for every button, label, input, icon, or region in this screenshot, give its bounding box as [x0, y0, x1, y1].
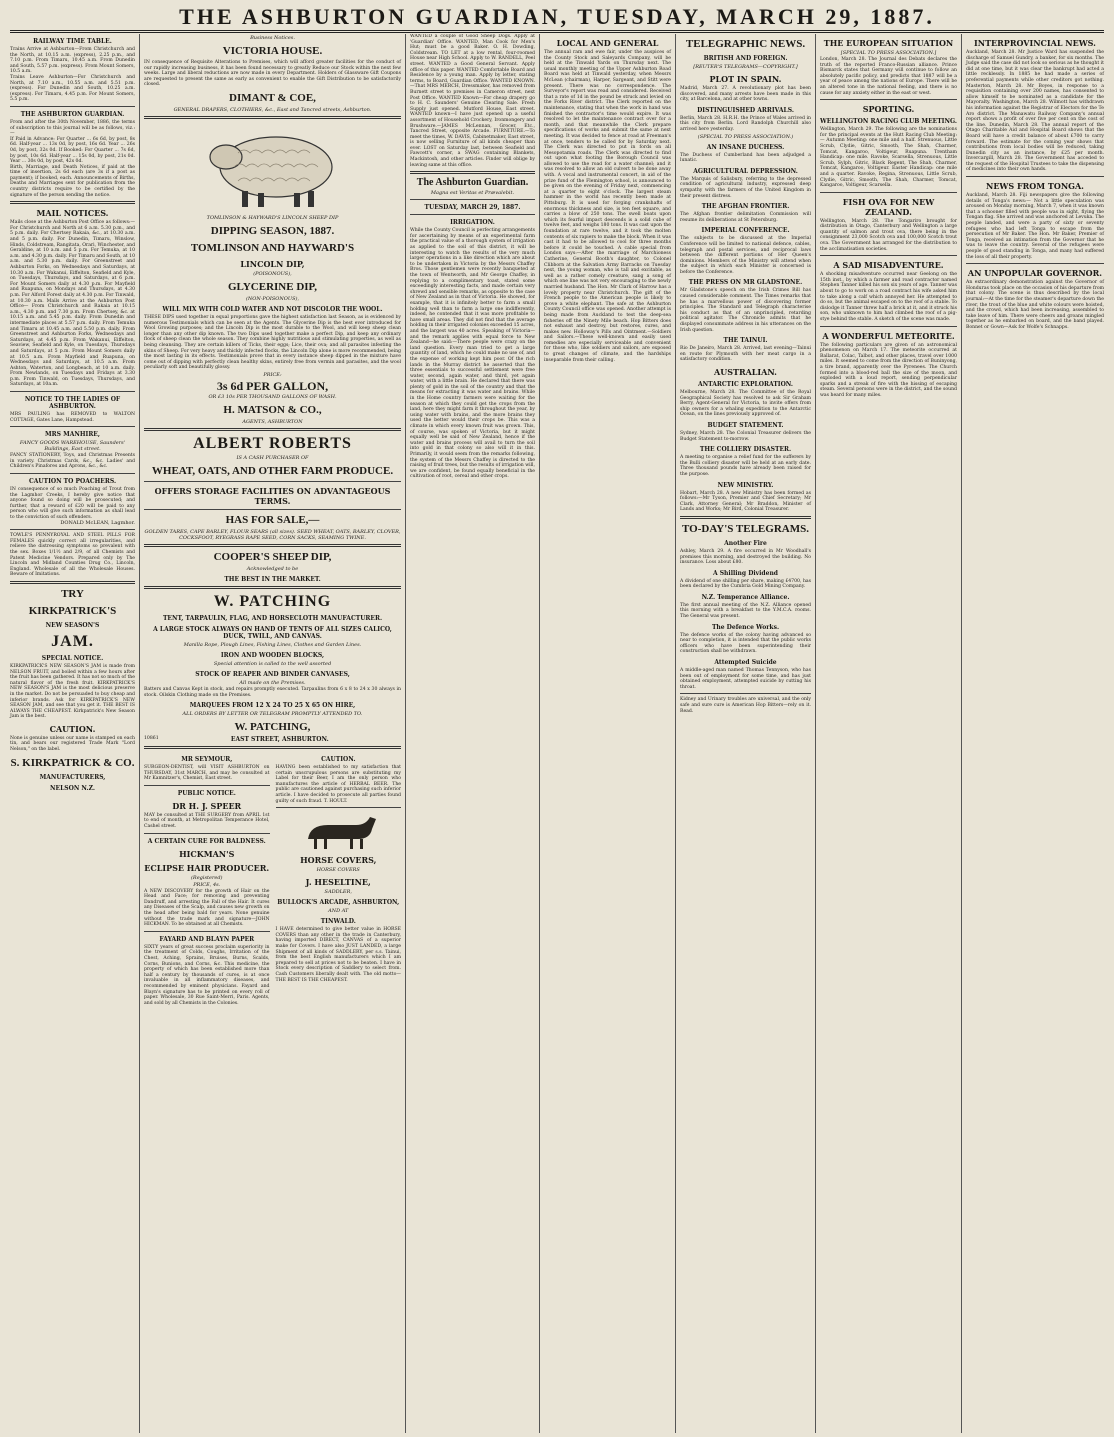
divider [144, 931, 270, 932]
telegraphic-heading: TELEGRAPHIC NEWS. [685, 38, 806, 50]
patching-number: 10861 [144, 736, 159, 742]
european-sub: [SPECIAL TO PRESS ASSOCIATION.] [840, 50, 937, 56]
patching-orders: ALL ORDERS BY LETTER OR TELEGRAM PROMPTLY ATTENDED TO. [182, 711, 363, 718]
plot-heading: PLOT IN SPAIN. [709, 74, 782, 84]
defence-body: The defence works of the colony having advanced so near to completion, it is intended that the public works officers who have been superintending their construction shall be withdrawn. [680, 632, 811, 655]
depression-body: The Marquis of Salisbury, referring to the depressed condition of agricultural industry, expressed deep sympathy with the farmers of the United Kingdom in their present distress. [680, 176, 811, 199]
divider [820, 192, 957, 193]
patching-iron: IRON AND WOODEN BLOCKS, [220, 651, 325, 659]
sheep-illustration-icon [198, 123, 348, 211]
fish-body: Wellington, March 28. The Tongariro brought for distribution in Otago, Canterbury and Wellington a large quantity of salmon and trout ova, there being in the consignment 23,000 Scotch ova and 100,000 Scotch trout ova. The Government has arranged for the distribution to the acclimatisation societies. [820, 218, 957, 252]
imperial-heading: IMPERIAL CONFERENCE. [701, 227, 790, 235]
dip-price: 3s 6d PER GALLON, [216, 378, 329, 393]
patching-stock: A LARGE STOCK ALWAYS ON HAND OF TENTS OF ALL SIZES CALICO, DUCK, TWILL, AND CANVAS. [153, 625, 392, 640]
columns [6, 34, 1108, 1433]
victoria-firm: DIMANT & COE, [229, 91, 316, 104]
misadventure-heading: A SAD MISADVENTURE. [833, 260, 944, 271]
subscription-intro: From and after the 30th November, 1886, the terms of subscription to this journal will be as follows, viz.:— [10, 119, 135, 137]
divider [966, 176, 1104, 177]
ministry-body: Hobart, March 28. A new Ministry has been formed as follows:—Mr Tyson, Premier and Chief Secretary; Mr Clark, Attorney General; Mr Braddon, Minister of Lands and Works; Mr Bird, Colonial Treasurer. [680, 490, 811, 513]
heseltine-trade: SADDLER, [324, 889, 352, 896]
seymour-name: MR SEYMOUR, [181, 756, 233, 764]
mail-body: Mails close at the Ashburton Post Office as follows:— For Christchurch and North at 6 a.m. 5.30 p.m., and 5 p.m. daily. For Chertsey Rakaia, &c., at 10.30 a.m. and 5 p.m. daily. For Dunedin, Timaru, Winslow, Hinds, Coldstream, Rangitata, Orari, Winchester, and Geraldine, at 10 a.m. and 5 p.m. For Temuka, at 10 a.m. and 4.30 p.m. daily. For Timaru and South, at 10 a.m. and 5.30 p.m. daily. For Greenstreet and Ashburton Forks, on Wednesdays and Saturdays, at 10.30 a.m. For Wakanui, Eiffelton, Seafield and Kyle, on Tuesdays, Thursdays, and Saturdays, at 6 p.m. For Mount Somers daily at 4.30 p.m. For Mayfield and Ruapuna, on Mondays and Thursdays, at 4.30 p.m. For Alford Forest daily at 4.30 p.m. For Tinwald, at 10.30 a.m. Mails Arrive at the Ashburton Post Office— From Christchurch and Rakaia at 10.15 a.m., 4.30 p.m. and 7.30 p.m. From Chertsey, &c. at 10.15 a.m. and 5.45 p.m. daily. From Dunedin and intermediate places at 5.57 p.m. daily. From Temuka and Timaru at 10.45 a.m. and 5.50 p.m. daily. From Greenstreet and Ashburton Forks, Wednesdays and Saturdays, at 4.45 p.m. From Wakanui, Eiffelton, Seaview, Seafield and Kyle, on Tuesdays, Thursdays and Saturdays, at 5 p.m. From Mount Somers daily at 10.5 a.m. From Mayfield and Ruapuna, on Wednesdays and Saturdays, at 10.5 a.m. From Ashton, Waterton, and Longbeach, at 10 a.m. daily. From Newlands, on Tuesdays and Fridays at 3.30 p.m. From Tinwald, on Tuesdays, Thursdays, and Saturdays, at 10a.m. [10, 220, 136, 388]
bottom-ads-left [144, 752, 270, 1006]
kirkpatrick-firm-loc: NELSON N.Z. [50, 784, 95, 792]
horse-illustration-icon [288, 811, 388, 851]
masthead-title: THE ASHBURTON GUARDIAN, TUESDAY, MARCH 29, 1887. [179, 4, 935, 29]
dip-agent: H. MATSON & CO., [223, 403, 322, 416]
speer-heading: PUBLIC NOTICE. [177, 789, 236, 797]
arrivals-heading: DISTINGUISHED ARRIVALS. [697, 106, 794, 114]
divider [10, 529, 135, 530]
british-heading: BRITISH AND FOREIGN. [703, 55, 788, 62]
subscription-heading: THE ASHBURTON GUARDIAN. [20, 110, 125, 118]
victoria-heading: VICTORIA HOUSE. [222, 45, 323, 57]
fire-heading: Another Fire [724, 539, 767, 547]
cooper-tag: THE BEST IN THE MARKET. [224, 575, 321, 583]
kirkpatrick-season: NEW SEASON'S [45, 621, 100, 629]
column-2 [140, 34, 406, 1433]
roberts-name: ALBERT ROBERTS [193, 434, 352, 452]
column-1 [6, 34, 140, 1433]
divider [820, 99, 957, 100]
victoria-firm-sub: GENERAL DRAPERS, CLOTHIERS, &c., East and Tancred streets, Ashburton. [173, 106, 372, 113]
defence-heading: The Defence Works. [711, 623, 780, 631]
patching-trade: TENT, TARPAULIN, FLAG, AND HORSECLOTH MANUFACTURER. [162, 614, 383, 622]
press-body: Mr Gladstone's speech on the Irish Crimes Bill has caused considerable comment. The Times remarks that he has a marvellous power of discovering former principles. The Standard and Telegraph characterise his conduct as that of an unprincipled, retarding political agitator. The Chronicle admits that he displayed consummate address in his utterances on the Irish question. [680, 288, 811, 333]
ministry-heading: NEW MINISTRY. [717, 481, 774, 489]
patching-name: W. PATCHING [213, 592, 332, 610]
poachers-signature: DONALD McLEAN, Lagmhor. [60, 519, 135, 526]
heseltine-address: BULLOCK'S ARCADE, ASHBURTON, [277, 899, 400, 907]
victoria-body: IN consequence of Requisite Alterations to Premises, which will afford greater facilities for the conduct of our rapidly increasing business, it has been found necessary to greatly Reduce our Stock within the next few weeks. Large and liberal reductions are now made in every Department. Holders of Glassware Gift Coupons are requested to present the same as early as convenient to enable the Gift Distribution to be satisfactorily closed. [144, 60, 401, 88]
dip-mix: WILL MIX WITH COLD WATER AND NOT DISCOLOR THE WOOL. [162, 305, 383, 313]
duchess-heading: AN INSANE DUCHESS. [706, 143, 785, 151]
tail-body: Kidney and Urinary troubles are universal, and the only safe and sure cure is American Hop Bitters—rely on it. Read. [680, 697, 811, 714]
hickman-name: HICKMAN'S [179, 848, 235, 859]
bottom-ads-right [276, 752, 402, 1006]
fire-body: Ashley, March 29. A fire occurred in Mr Woodhall's premises this morning, and destroyed the building. No insurance. Loss about £80. [680, 548, 811, 566]
divider [144, 481, 401, 482]
column-7 [962, 34, 1108, 1433]
divider [10, 581, 135, 584]
tainui-body: Rio De Janeiro, March 28. Arrived, last evening—Tainui en route for Plymouth with her meat cargo in a satisfactory condition. [680, 346, 811, 363]
kirkpatrick-special-heading: SPECIAL NOTICE. [41, 654, 104, 662]
caution-heading: CAUTION. [321, 756, 356, 764]
irrigation-heading: IRRIGATION. [450, 219, 495, 227]
seymour-body: SURGEON-DENTIST, will VISIT ASHBURTON on THURSDAY, 31st MARCH, and may be consulted at Mr Kamnitzer's, Chemist, East street. [144, 765, 270, 782]
arrivals-body: Berlin, March 28. H.R.H. the Prince of Wales arrived in this city from Berlin. Lord Randolph Churchill also arrived here yesterday. [680, 115, 811, 132]
divider [10, 391, 135, 392]
kirkpatrick-product: JAM. [51, 632, 94, 650]
divider [410, 214, 535, 215]
antarctic-body: Melbourne, March 28. The Committee of the Royal Geographical Society has resolved to ask Sir Graham Berry, Agent-General for Victoria, to invite offers from ship owners for a whaling expedition to the Antarctic Ocean, on the lines previously approved of. [680, 390, 811, 418]
cooper-name: COOPER'S SHEEP DIP, [213, 550, 332, 563]
divider [144, 509, 401, 510]
hickman-product: ECLIPSE HAIR PRODUCER. [144, 862, 270, 873]
fayard-body: SIXTY years of great success proclaim superiority in the treatment of Colds, Coughs, Irritation of the Chest, Aching, Sprains, Bruises, Burns, Scalds, Corns, Bunions, and Corns, &c. This medicine, the property of which has been established more than half a century by thousands of cures, is at once invaluable in all inflammatory diseases, and recommended by eminent physicians. Fayard and Blayn's signature has to be printed on every roll of paper. Wholesale, 30 Rue Saint-Merri, Paris. Agents, and sold by all Chemists in the Colonies. [144, 944, 270, 1006]
dividend-heading: A Shilling Dividend [712, 569, 779, 577]
antarctic-heading: ANTARCTIC EXPLORATION. [697, 381, 793, 388]
meteorite-heading: A WONDERFUL METEORITE. [822, 330, 955, 341]
plot-body: Madrid, March 27. A revolutionary plot has been discovered, and many arrests have been made in this city, at Barcelona, and at other towns. [680, 86, 811, 103]
kirkpatrick-caution-heading: CAUTION. [49, 723, 96, 734]
dip-body: THESE DIPS used together in equal proportions gave the highest satisfaction last Season, as is evidenced by numerous Testimonials which can be seen at the Agents. The Glycerine Dip is the best ever introduced for Wool Growing purposes; and the Lincoln Dip is the most durable to the Wool, and will keep sheep clean longer than any other dip known. The two Dips used together make a perfect Dip, and keep any ordinary flock of sheep clean the whole season. They combine highly nutritious and stimulating properties, as well as being cleansing. They are certain killers of Ticks, their eggs; Lice, their ova; and all parasites infesting the skins of Sheep. For very heavy and thickly infected flocks, the Lincoln Dip alone is more recommended, being the most lasting in its effects. Testimonials prove that in every instance sheep dipped in the mixture have come out of dipping with perfectly clean healthy skins, entirely free from vermin and parasites, and the wool peculiarly soft and beautifully glossy. [144, 314, 401, 371]
masthead [10, 0, 1104, 33]
kirkpatrick-caution-body: None is genuine unless our name is stamped on each tin, and bears our registered Trade Mark "Lord Nelson," on the label. [10, 735, 135, 753]
kirkpatrick-firm-sub: MANUFACTURERS, [39, 773, 106, 781]
patching-items: Manilla Rope, Plough Lines, Fishing Lines, Clothes and Garden Lines. [183, 641, 362, 648]
heseltine-and: AND AT [328, 908, 349, 915]
divider [10, 106, 135, 107]
colliery-body: A meeting to organise a relief fund for the sufferers by the Bulli colliery disaster will be held at an early date. Three thousand pounds have already been raised for the purpose. [680, 455, 811, 477]
afghan-heading: THE AFGHAN FRONTIER. [701, 203, 790, 211]
divider [680, 693, 811, 694]
suicide-body: A middle-aged man named Thomas Tennyson, who has been out of employment for some time, and has just obtained employment, attempted suicide by cutting his throat. [680, 668, 811, 690]
divider [144, 544, 401, 547]
column-4 [540, 34, 676, 1433]
interprovincial-heading: INTERPROVINCIAL NEWS. [974, 38, 1096, 48]
misadventure-body: A shocking misadventure occurred near Geelong on the 15th inst., by which a farmer and road contractor named Stephen Tanner killed his son six years of age. Tanner was about to go to work on a road contract his wife asked him to take along a calf which annoyed her. He attempted to do so, but the animal escaped on to the roof of a stable. To dislodge it Tanner threw half a brick at it, and it struck his son, who unknown to him had climbed the roof of a pig-stye behind the stable. A sketch of the scene was made. [820, 272, 957, 322]
divider [10, 201, 135, 204]
reuter-label: [REUTER'S TELEGRAMS—COPYRIGHT.] [693, 64, 798, 70]
patching-name-2: W. PATCHING, [234, 721, 311, 734]
wanted-ads: WANTED a couple of Good Sheep Dogs. Apply at 'Guardian' Office. WANTED, Man Cook for Men's Hut; must be a good Baker. O. H. Dowding, Coldstream. TO LET at a low rental, four-roomed House near High School. Apply to W. RANDELL, Peel street. WANTED a Good General Servant. Apply office of this paper. WANTED Comfortable Board and Residence by a young man. Apply by letter, stating terms, to Board, Guardian Office. WANTED KNOWN.—That MRS MERCH, Dressmaker, has removed from Burnett street to premises in Cameron street, next Post Office. WANTED Known—For cheap drapery go to H. C. Saunders' Genuine Clearing Sale. Fresh Supply just opened. Mutford House, East street. WANTED known—I have just opened up a useful assortment of Household Crockery, Ironmongery and Brushware.—JAMES McLennan, Grocer, Etc., Tancred Street, opposite Arcade. FURNITURE.—To meet the times, W. DAVIS, Cabinetmaker, East street, is now selling Furniture of all kinds cheaper than ever. LOST on Saturday last, between Seafield and Fawcett's corner, a SWAG containing Blankets, Mackintosh, and other articles. Finder will oblige by leaving same at this office. [410, 34, 535, 168]
patching-made: All made on the Premises. [239, 679, 306, 686]
dip-makers: TOMLINSON AND HAYWARD'S [190, 241, 355, 254]
governor-heading: AN UNPOPULAR GOVERNOR. [967, 268, 1103, 279]
paper-date: TUESDAY, MARCH 29, 1887. [424, 204, 521, 212]
budget-body: Sydney, March 28. The Colonial Treasurer delivers the Budget Statement to-morrow. [680, 430, 811, 442]
racing-body: Wellington, March 29. The following are the nominations for the principal events at the Hutt Racing Club Meeting:— Autumn Meeting: one mile and a half. Strenuous, Little Scrub, Clydie, Gitric, Smooth, The Shah, Charmer, Tomcat, Kangaroo, Voltigeur, Ruapuna. Trentham Handicap: one mile. Ravoke, Scarsella, Strenuous, Little Scrub, Sylph, Gitric, Black Regent, The Shah, Charmer, Tomcat, Kangaroo, Voltigeur. Easter Handicap: one mile and a quarter. Ravoke, Regina, Strenuous, Little Scrub, Clydie, Gitric, Smooth, The Shah, Charmer, Tomcat, Kangaroo, Voltigeur, Scarsella. [820, 127, 957, 189]
trains-arrive: Trains Arrive at Ashburton—From Christchurch and the North, at 10.15 a.m. (express), 2.25 p.m., and 7.10 p.m. From Timaru, 10.45 a.m. From Dunedin and South, 5.57 p.m. (express). From Mount Somers, 10.5 a.m. [10, 47, 135, 75]
column-5 [676, 34, 816, 1433]
local-body: The annual ram and ewe fair, under the auspices of the County Stock and Saleyards Company, will be held at the Tinwald Yards on Thursday next. The usual monthly meeting of the Upper Ashburton Road Board was held at Tinwald yesterday, when Messrs McLean (chairman), Harper, Sargeant, and Stitt were present. There was no correspondence. The Surveyor's report was read and considered. Received that a rate of 1d in the pound be struck and levied on the Forks River district. The Clerk reported on the maintenance, stating that when the work in hand was finished the contractor's time would expire. It was resolved to let the maintenance contract over for a month, and that meanwhile the Clerk prepare specifications of works and submit the same at next meeting. It was decided to fence at road at Freeman's at once, tenders to be called for by Saturday next. The Clerk was directed to put in fords on all Mesopotamia roads. The Clerk was directed to find out upon what footing the Borough Council was allowed to use the road for a water channel; and it was resolved to allow an old culvert to be done away with. A vocal and instrumental concert, in aid of the prize fund of the Flemington school, is announced to be given on the evening of Friday next, commencing at a quarter to eight o'clock. The largest steam hammer in the world has recently been made at Pittsburg. It is used for forging crankshafts of enormous thickness and size, is ten feet square, and carries a blow of 250 tons. The swell boats upon which its fearful impact descends is a solid cube of twelve feet, and weighs 180 tons. It was cast upon the foundation at rare twelve, and it took the molten contents of six rapiers to make the block. When it was cast it had to be allowed to cool for three months before it could be touched. A cable special from London says:—After the marriage of Marchioness Catherine, General Booth's daughter, to Colonel Clibborn at the Salvation Army Barracks on Tuesday next, the young woman, who is tall and excitable, as well as a rather comely creature, sang a song of which one line was not very encouraging to the newly married husband. The Hon. Mr Clark of Harrow has a lovely property near Christchurch. The gift of the French people to the American people is likely to prove a white elephant. The safe at the Ashburton County Council office was opened. Another attempt is being made from Auckland to test the deep-sea fisheries off the Ninety Mile beach. Hop Bitters does not exhaust and destroy, but restores, cures, and makes new. Holloway's Pills and Ointment.—Soldiers and Sailors.—These well-known and easily used remedies are especially serviceable and convenient for those who, like soldiers and sailors, are exposed to great changes of climate, and the hardships inseparable from their calling. [544, 50, 671, 363]
suicide-heading: Attempted Suicide [714, 659, 777, 667]
kirkpatrick-firm: S. KIRKPATRICK & CO. [10, 756, 135, 769]
roberts-sale-items: GOLDEN TARES, CAPE BARLEY, FLOUR SEARS (all sizes). SEED WHEAT, OATS, BARLEY, CLOVER, COCKSFOOT, RYEGRASS RAPE SEED, CORN SACKS, SEAMING TWINE. [144, 528, 401, 541]
caution-body: HAVING been established to my satisfaction that certain unscrupulous persons are substituting my Label for their Beer, I am the only person who manufactures the article of HERBAL BEER. The public are cautioned against purchasing such inferior article. I have decided to prosecute all parties found guilty of such fraud. T. HOULT. [275, 765, 401, 804]
divider [144, 785, 270, 786]
ladies-body: MRS PAULING has REMOVED to WALTON COTTAGE, Gates Lane, Hampstead. [10, 412, 135, 423]
imperial-body: The subjects to be discussed at the Imperial Conference will be limited to national defence, cables, telegraph and postal services, and reciprocal laws between the different portions of Her Queen's dominions. Members of the Ministry will attend when the subject in which each Minister is concerned is before the Conference. [680, 236, 811, 275]
temperance-body: The first annual meeting of the N.Z. Alliance opened this morning with a breakfast to the Y.M.C.A. rooms. The General was present. [680, 602, 811, 620]
divider [10, 473, 135, 474]
railway-heading: RAILWAY TIME TABLE. [33, 38, 112, 45]
interprovincial-body: Auckland, March 28. Mr Justice Ward has suspended the discharge of Samuel Gundry, a banker, for six months. The Judge said the case did not look so serious as he thought it did at one time, but it was clear the bankrupt had acted a little recklessly. In 1885 he had made a series of preferential payments while other creditors got nothing. Masterton, March 28. Mr Boyes, in response to a requisition containing over 200 names, has consented to allow himself to be nominated as a candidate for the Mayoralty. Washington, March 28. Wilmott has withdrawn his information against the Registrar of Electors for the Te Aro district. The Manawatu Railway Company's annual report shows a profit of over five per cent on the cost of the line. Dunedin, March 28. The annual report of the Otago Charitable Aid and Hospital Board shows that the Board will have a credit balance of about £700 to carry forward. The estimate for the coming year shows that contributions from local bodies will be reduced, taking Dunedin city as an instance, by £25 per month. Invercargill, March 28. The Government has acceded to the request of the Hospital Trustees to take the dispensing of medicines into their own hands. [966, 50, 1104, 173]
subscription-rates: If Paid in Advance: For Quarter ... 6s 6d, by post, 8s 6d. Half-year ... 13s 0d, by post, 16s 6d. Year ... 26s 0d, by post, 32s 0d. If Booked: For Quarter ... 7s 6d, by post, 10s 6d. Half-year ... 15s 0d, by post, 21s 0d. Year ... 30s 0d, by post, 42s 0d. [10, 136, 135, 165]
dip-price-sub: OR £3 10s PER THOUSAND GALLONS OF WASH. [208, 393, 337, 400]
divider [966, 263, 1104, 264]
patching-marquees: MARQUEES FROM 12 X 24 TO 25 X 65 ON HIRE, [189, 702, 356, 710]
tonga-body: Auckland, March 28. Fiji newspapers give the following details of Tonga's news:— Not a little speculation was aroused on Monday morning, March 7, when it was known that a schooner filled with people was in sight, flying the Tongan flag. She arrived and was anchored at Levuka. The people landed, and were a party of sixty or seventy refugees who had left Tonga to escape from the persecution of Mr Baker. The Hon. Mr Baker, Premier of Tonga, received an intimation from the Governor that he was to leave the country. Several of the refugees were people of good standing in Tonga, and many had suffered the loss of all their property. [966, 193, 1104, 260]
special-label: (SPECIAL TO PRESS ASSOCIATION.) [697, 133, 794, 140]
divider [144, 116, 401, 119]
divider [144, 586, 401, 589]
cooper-sub: Acknowledged to be [246, 565, 299, 572]
divider [144, 746, 401, 749]
glycerine-dip: GLYCERINE DIP, [227, 280, 318, 293]
governor-body: An extraordinary demonstration against the Governor of Honduras took place on the occasion of his departure from that colony. The scene is thus described by the local journal:—At the time for the steamer's departure down the river, the trout of the blue and white colours were hoisted, and the crowd, which had been increasing, assembled to take leave of him. There were cheers and groans mingled together as he embarked on board, and the band played. Bonnet or Gown—Ask for Wolfe's Schnapps. [966, 280, 1104, 330]
press-heading: THE PRESS ON MR GLADSTONE. [688, 279, 803, 287]
european-body: London, March 28. The Journal des Debats declares the truth of the reported Franco-Russian alliance. Prince Bismarck states that Germany will continue to follow an absolutely pacific policy, and predicts that 1887 will be a year of peace among the nations of Europe. There will be an altered tone in the national feeling, and there is no cause for any anxiety either in the east or west. [820, 57, 957, 96]
european-heading: THE EUROPEAN SITUATION [823, 38, 954, 48]
today-heading: TO-DAY'S TELEGRAMS. [682, 522, 809, 535]
divider [144, 428, 401, 431]
poachers-body: IN consequence of so much Poaching of Trout from the Lagmhor Creeks, I hereby give notice that anyone found so doing will be prosecuted; and further, that a reward of £20 will be paid to any person who will give such information as shall lead to the conviction of such offenders. [10, 487, 135, 520]
duchess-body: The Duchess of Cumberland has been adjudged a lunatic. [680, 152, 811, 164]
paper-title: The Ashburton Guardian. [416, 177, 529, 189]
dividend-body: A dividend of one shilling per share, making £4700, has been declared by the Cumbria Gold Mining Company. [680, 578, 811, 590]
divider [410, 171, 535, 174]
divider [410, 199, 535, 200]
kirkpatrick-name: KIRKPATRICK'S [28, 604, 117, 617]
mail-heading: MAIL NOTICES. [36, 208, 109, 219]
divider [820, 255, 957, 256]
towle-body: TOWLE'S PENNYROYAL AND STEEL PILLS FOR FEMALES quickly correct all irregularities, and relieve the distressing symptoms so prevalent with the sex. Boxes 1/1½ and 2/9, of all Chemists and Patent Medicine Vendors. Prepared only by The Lincoln and Midland Counties Drug Co., Lincoln, England. Wholesale of all the Wholesale Houses. Beware of Imitations. [10, 533, 135, 578]
column-3 [406, 34, 540, 1433]
colliery-heading: THE COLLIERY DISASTER. [699, 446, 792, 454]
dip-agent-sub: AGENTS, ASHBURTON [242, 418, 303, 425]
hickman-price: PRICE, 4s. [193, 881, 221, 888]
heseltine-heading: HORSE COVERS, [300, 855, 377, 866]
paper-motto: Magna est Veritas et Prævalebit. [430, 190, 515, 197]
patching-tarps: Batters and Canvas Kept in stock, and repairs promptly executed. Tarpaulins from 6 x 8 to 24 x 30 always in stock. Oilskin Clothing made on the Premises. [144, 686, 401, 698]
patching-stock2: STOCK OF REAPER AND BINDER CANVASES, [195, 670, 350, 678]
tainui-heading: THE TAINUI. [723, 337, 768, 345]
sheep-label: TOMLINSON & HAYWARD'S LINCOLN SHEEP DIP [206, 214, 339, 221]
sporting-heading: SPORTING. [862, 104, 915, 115]
dip-price-label: PRICE: [263, 371, 282, 378]
budget-heading: BUDGET STATEMENT. [707, 421, 784, 429]
manhire-heading: MRS MANHIRE, [45, 431, 100, 439]
dipping-season: DIPPING SEASON, 1887. [210, 224, 335, 237]
temperance-heading: N.Z. Temperance Alliance. [701, 593, 790, 601]
speer-name: DR H. J. SPEER [172, 800, 242, 811]
divider [680, 516, 811, 519]
local-heading: LOCAL AND GENERAL [556, 38, 659, 48]
fayard-heading: FAYARD AND BLAYN PAPER [159, 935, 255, 943]
meteorite-body: The following particulars are given of an astronomical phenomenon on March 17. The meteorite occurred at Ballarat, Colac, Talbot, and other places, travel over 1000 miles. It seemed to come from the direction of Buninyong, a tire brand, apparently over the Pyrenees. The Church formed into a blood-red ball the size of the moon, and exploded with a loud report, sending perpendicular sparks and a streak of fire with the hissing of escaping steam. Several persons were in the district, and the sound was heard for many miles. [820, 342, 957, 398]
tonga-heading: NEWS FROM TONGA. [986, 181, 1084, 192]
hickman-heading: A CERTAIN CURE FOR BALDNESS. [147, 837, 266, 845]
heseltine-body: I HAVE determined to give better value in HORSE COVERS than any other in the trade in Canterbury, having imported DIRECT, CANVAS of a superior make for Covers. I have also JUST LANDED, a large Shipment of all kinds of SADDLERY, per s.s. Tainui, from the best English manufacturers which I am prepared to sell at prices not to be beaten. I have in Stock every description of Saddlery to select from. Cash Customers liberally dealt with. The old motto— THE BEST IS THE CHEAPEST. [275, 927, 401, 983]
afghan-body: The Afghan frontier delimitation Commission will resume its deliberations at St Petersburg. [680, 212, 811, 223]
lincoln-dip-sub: (POISONOUS), [253, 270, 292, 277]
heseltine-sub: HORSE COVERS [316, 867, 360, 874]
subscription-notices: Birth, Marriage, and Death Notices, if paid at the time of insertion, 2s 6d each (are 3s if a post as payment); if booked, each. Announcements of Births, Deaths and Marriages sent for publication from the country districts require to be certified by the signature of the person sending the notice. [10, 164, 135, 198]
trains-leave: Trains Leave Ashburton—For Christchurch and North, at 7.10 a.m., 10.55 a.m. and 5.51 p.m. (express). For Dunedin and South, 10.25 a.m. (express). For Timaru, 4.45 p.m. For Mount Somers, 5.5 p.m. [10, 74, 135, 103]
hickman-sub: (Registered) [190, 874, 223, 881]
speer-body: MAY be consulted at THE SURGERY from APRIL 1st to end of month, at Metropolitan Temperance Hotel, Cashel street. [144, 812, 270, 830]
divider [820, 326, 957, 327]
heseltine-tinwald: TINWALD. [320, 918, 356, 926]
roberts-sale: HAS FOR SALE,— [225, 513, 320, 526]
roberts-product: WHEAT, OATS, AND OTHER FARM PRODUCE. [151, 464, 394, 477]
business-notices-label: Business Notices. [250, 35, 295, 41]
manhire-sub: FANCY GOODS WAREHOUSE, Saunders' Buildings, East street. [19, 440, 126, 453]
patching-special: Special attention is called to the well assorted [213, 660, 332, 667]
patching-address: EAST STREET, ASHBURTON. [230, 736, 329, 744]
fish-heading: FISH OVA FOR NEW ZEALAND. [842, 196, 935, 217]
manhire-body: FANCY STATIONERY, Toys, and Christmas Presents in variety. Christmas Cards, &c., &c. Ladies' and Children's Pinafores and Aprons, &c., &c. [10, 453, 135, 470]
roberts-sub: IS A CASH PURCHASER OF [236, 454, 309, 461]
racing-heading: WELLINGTON RACING CLUB MEETING. [820, 118, 957, 126]
hickman-body: A NEW DISCOVERY for the growth of Hair on the Head and Face; for removing and preventing Dandruff, and arresting the Fall of the Hair. It cures any Diseases of the Scalp, and causes new growth on the head after being bald for years. None genuine without the trade mark and signature—JOHN HICKMAN. To be obtained at all Chemists. [144, 888, 270, 928]
glycerine-dip-sub: (NON-POISONOUS), [245, 295, 300, 302]
australian-heading: AUSTRALIAN. [714, 367, 777, 377]
depression-heading: AGRICULTURAL DEPRESSION. [693, 167, 798, 175]
heseltine-name: J. HESELTINE, [305, 877, 371, 888]
divider [144, 833, 270, 834]
roberts-storage: OFFERS STORAGE FACILITIES ON ADVANTAGEOUS TERMS. [154, 485, 391, 506]
poachers-heading: CAUTION TO POACHERS. [28, 478, 117, 486]
lincoln-dip: LINCOLN DIP, [240, 258, 305, 269]
column-6 [816, 34, 962, 1433]
irrigation-body: While the County Council is perfecting arrangements for ascertaining by means of an experimental farm the practical value of a thorough system of irrigation as applied to the soil of this district, it will be interesting to watch the results of the very much larger operations in a like direction which are about to be undertaken in Victoria by the Messrs Chaffey Bros. Those gentlemen were recently banqueted at the town of Wentworth, and Mr George Chaffey, in replying to a complimentary toast, stated some exceedingly interesting facts, and made certain very shrewd and sensible remarks, as opposite to the case of New Zealand as in that of Victoria. He showed, for example, that it is infinitely better to farm a small holding well than to farm a large one indifferently, indeed, he contended that it was more profitable to have small areas. They did not find that the average holding in their irrigated colonies exceeded 15 acres, and the largest was 40 acres. Speaking of Victoria—and the remark applies with equal force to New Zealand—he said:—There people were crazy on the land question. Every man tried to get a large quantity of land, which he could make no use of, and the expense of working kept him poor. Of the rich lands in the Murray district he asserted that the three essentials to successful settlement were free water, second, again water, and third, yet again water, with a little brain. He declared that there was plenty of gold in the soil of the country and that the means for extracting it was water and brains. While in the Home country farmers were waiting for the season at which they could get the crops from the land, here they might farm it throughout the year, by using water with brains, and the more brains they used the better would their crops be. This was a climate in which every known fruit was grown. This, of course, was spoken of Victoria, but it might equally well be said of New Zealand, hence if the water and brains process will avail to turn the soil into gold in that colony so also will it in this. Primarily, it would seem from the remarks following, the system of the Messrs Chaffey is directed to the raising of fruit trees, but the results of irrigation will, we are confident, be found equally beneficial in the cultivation of root, cereal and other crops. [410, 228, 535, 480]
ladies-heading: NOTICE TO THE LADIES OF ASHBURTON. [24, 396, 121, 411]
bottom-ads [144, 752, 401, 1006]
kirkpatrick-special-body: KIRKPATRICK'S NEW SEASON'S JAM is made from NELSON FRUIT, and boiled within a few hours after the fruit has been gathered. It has not so much of the natural flavor of the fresh fruit. KIRKPATRICK'S NEW SEASON'S JAM is the most delicious preserve in the market. Do not be persuaded to buy cheap and inferior brands. Ask for KIRKPATRICK'S NEW SEASON JAM, and see that you get it. THE BEST IS ALWAYS THE CHEAPEST. Kirkpatrick's New Season Jam is the best. [10, 663, 135, 720]
divider [10, 426, 135, 427]
divider [276, 807, 402, 808]
kirkpatrick-try: TRY [61, 587, 84, 600]
